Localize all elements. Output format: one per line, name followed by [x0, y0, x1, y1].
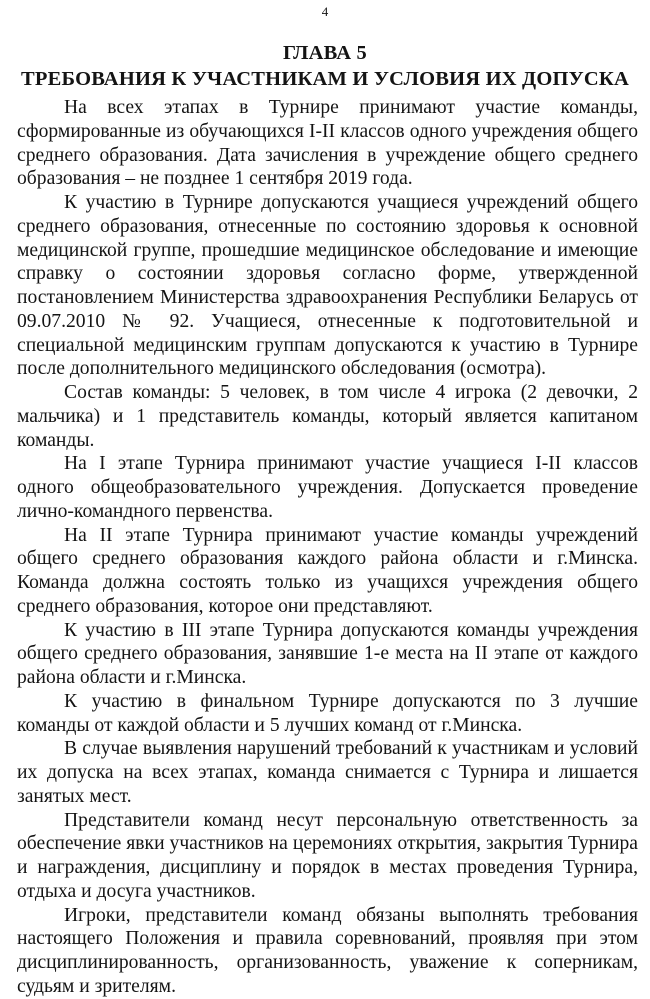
paragraph-participation: На всех этапах в Турнире принимают участие команды, сформированные из обучающихся I-II классов одного учреждения общего среднего образования. Дата зачисления в учреждение общего среднего образования – не позднее 1 сентября 2019 года.	[17, 97, 638, 190]
paragraph-team-composition: Состав команды: 5 человек, в том числе 4 игрока (2 девочки, 2 мальчика) и 1 представитель команды, который является капитаном команды.	[17, 382, 638, 451]
chapter-subtitle: ТРЕБОВАНИЯ К УЧАСТНИКАМ И УСЛОВИЯ ИХ ДОПУСКА	[21, 68, 629, 90]
paragraph-final: К участию в финальном Турнире допускаются по 3 лучшие команды от каждой области и 5 лучших команд от г.Минска.	[17, 690, 638, 736]
paragraph-admission-health: К участию в Турнире допускаются учащиеся учреждений общего среднего образования, отнесенные по состоянию здоровья к основной медицинской группе, прошедшие медицинское обследование и имеющие справку о состоянии здоровья согласно форме, утвержденной постановлением Министерства здравоохранения Республики Беларусь от 09.07.2010 № 92. Учащиеся, отнесенные к подготовительной и специальной медицинским группам допускаются к участию в Турнире после дополнительного медицинского обследования (осмотра).	[17, 192, 638, 380]
paragraph-stage-three: К участию в III этапе Турнира допускаются команды учреждения общего среднего образования, занявшие 1-е места на II этапе от каждого района области и г.Минска.	[17, 619, 638, 688]
page-number: 4	[321, 4, 329, 19]
chapter-body	[17, 96, 638, 999]
paragraph-representatives: Представители команд несут персональную ответственность за обеспечение явки участников на церемониях открытия, закрытия Турнира и награждения, дисциплину и порядок в местах проведения Турнира, отдыха и досуга участников.	[17, 809, 638, 902]
paragraph-stage-two: На II этапе Турнира принимают участие команды учреждений общего среднего образования каждого района области и г.Минска. Команда должна состоять только из учащихся учреждения общего среднего образования, которое они представляют.	[17, 524, 638, 617]
paragraph-violations: В случае выявления нарушений требований к участникам и условий их допуска на всех этапах, команда снимается с Турнира и лишается занятых мест.	[17, 738, 638, 807]
paragraph-players-duties: Игроки, представители команд обязаны выполнять требования настоящего Положения и правила соревнований, проявляя при этом дисциплинированность, организованность, уважение к соперникам, судьям и зрителям.	[17, 904, 638, 997]
paragraph-stage-one: На I этапе Турнира принимают участие учащиеся I-II классов одного общеобразовательного учреждения. Допускается проведение лично-командного первенства.	[17, 453, 638, 522]
chapter-title: ГЛАВА 5	[283, 42, 367, 64]
